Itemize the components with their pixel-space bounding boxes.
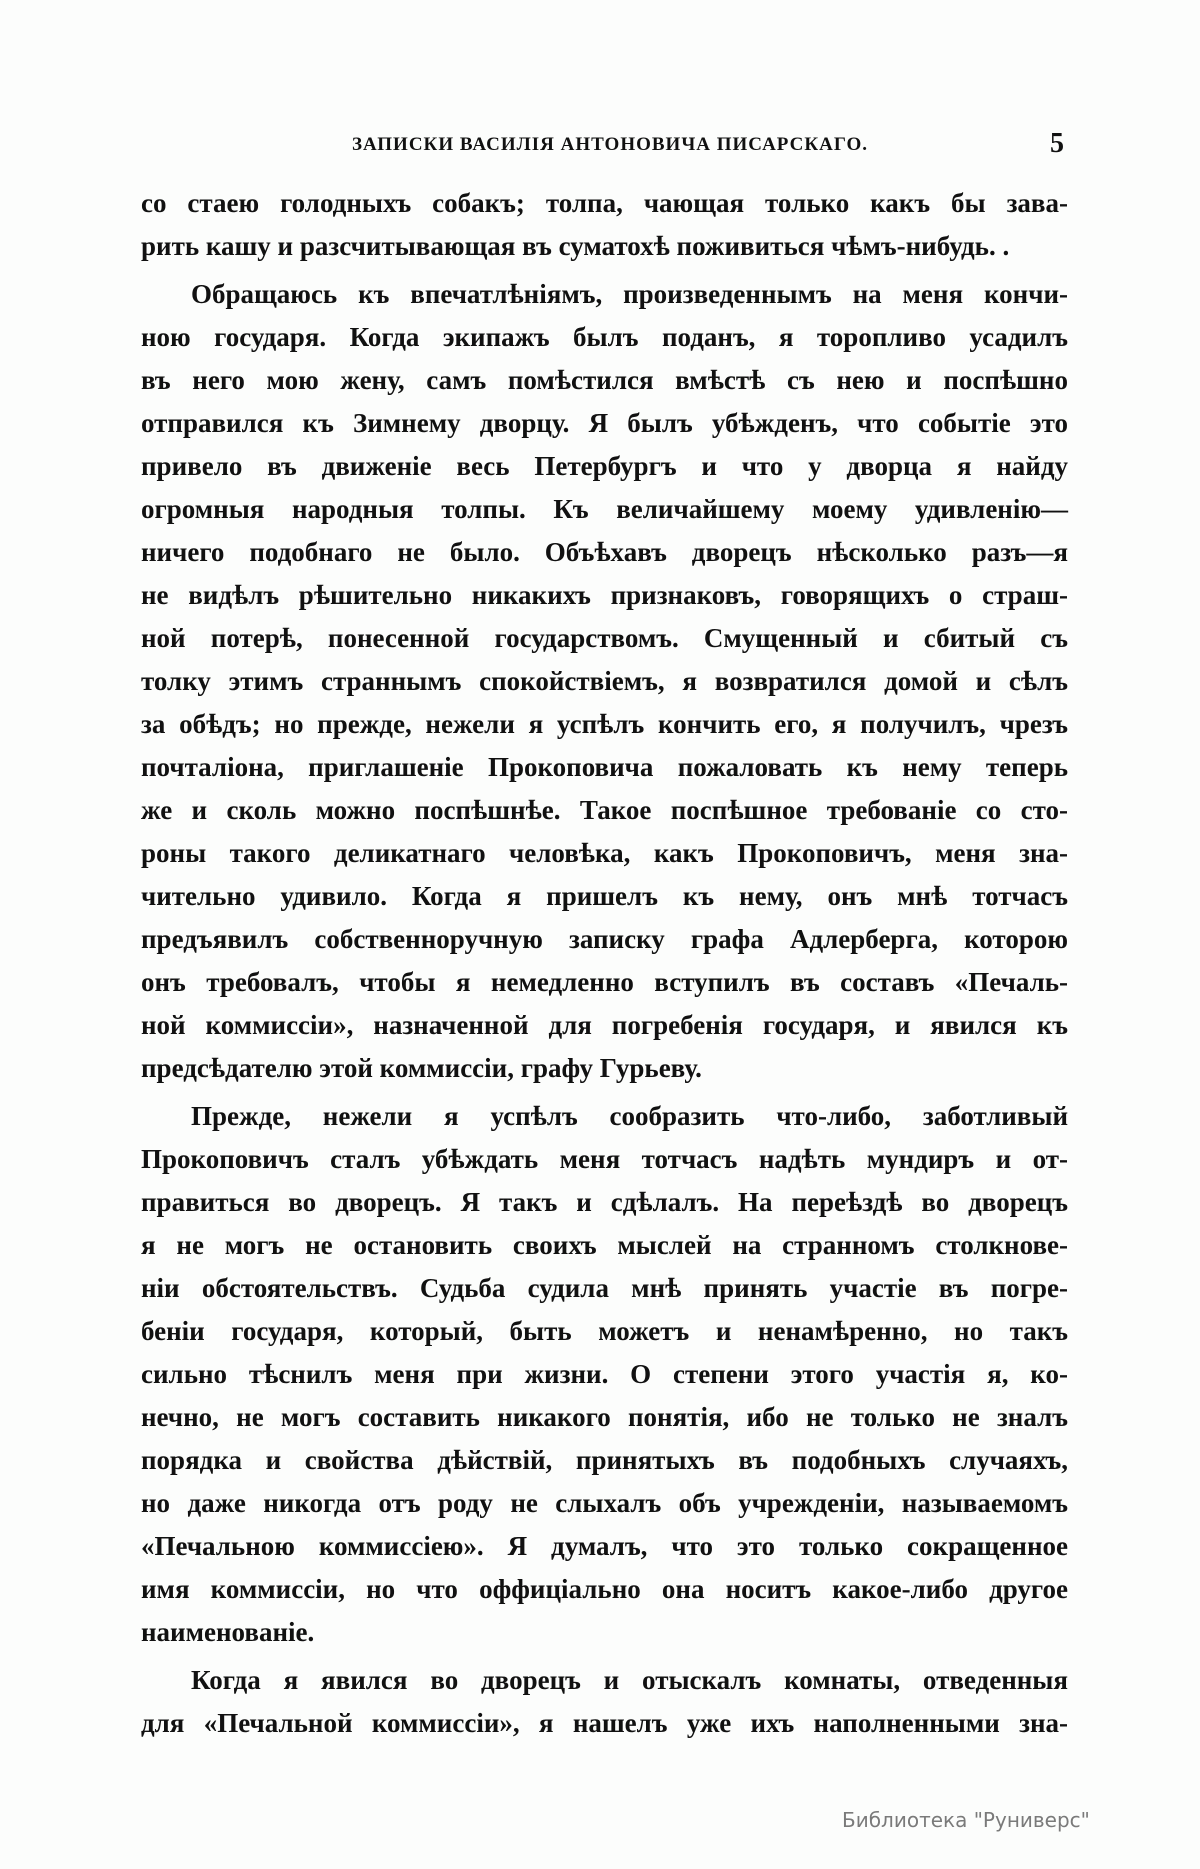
page-number: 5 (1050, 128, 1064, 159)
text-line: предсѣдателю этой коммиссіи, графу Гурьеву. (141, 1053, 702, 1083)
text-line: рить кашу и разсчитывающая въ суматохѣ поживиться чѣмъ-нибудь. . (141, 231, 1010, 261)
text-line: чительно удивило. Когда я пришелъ къ нему, онъ мнѣ тотчасъ (141, 881, 1068, 911)
text-line: же и сколь можно поспѣшнѣе. Такое поспѣшное требованіе со сто- (141, 795, 1068, 825)
running-title: ЗАПИСКИ ВАСИЛІЯ АНТОНОВИЧА ПИСАРСКАГО. (351, 134, 868, 155)
text-line: не видѣлъ рѣшительно никакихъ признаковъ, говорящихъ о страш- (141, 580, 1068, 610)
text-line: «Печальною коммиссіею». Я думалъ, что это только сокращенное (141, 1531, 1068, 1561)
text-line: для «Печальной коммиссіи», я нашелъ уже ихъ наполненными зна- (141, 1708, 1068, 1738)
text-line: онъ требовалъ, чтобы я немедленно вступилъ въ составъ «Печаль- (141, 967, 1068, 997)
text-line: въ него мою жену, самъ помѣстился вмѣстѣ съ нею и поспѣшно (141, 365, 1068, 395)
library-watermark: Библиотека "Руниверс" (842, 1808, 1090, 1832)
text-line: беніи государя, который, быть можетъ и ненамѣренно, но такъ (141, 1316, 1068, 1346)
body-text (141, 182, 1068, 1745)
text-line: нечно, не могъ составить никакого понятія, ибо не только не зналъ (141, 1402, 1068, 1432)
text-line: ничего подобнаго не было. Объѣхавъ дворецъ нѣсколько разъ—я (141, 537, 1068, 567)
text-line: почталіона, приглашеніе Прокоповича пожаловать къ нему теперь (141, 752, 1068, 782)
text-line: роны такого деликатнаго человѣка, какъ Прокоповичъ, меня зна- (141, 838, 1068, 868)
text-line: толку этимъ страннымъ спокойствіемъ, я возвратился домой и сѣлъ (141, 666, 1068, 696)
text-line: правиться во дворецъ. Я такъ и сдѣлалъ. На переѣздѣ во дворецъ (141, 1187, 1068, 1217)
text-line: порядка и свойства дѣйствій, принятыхъ въ подобныхъ случаяхъ, (141, 1445, 1068, 1475)
text-line: сильно тѣснилъ меня при жизни. О степени этого участія я, ко- (141, 1359, 1068, 1389)
text-line: наименованіе. (141, 1617, 315, 1647)
text-line: Когда я явился во дворецъ и отыскалъ комнаты, отведенныя (191, 1665, 1068, 1695)
text-line: привело въ движеніе весь Петербургъ и что у дворца я найду (141, 451, 1068, 481)
text-line: со стаею голодныхъ собакъ; толпа, чающая только какъ бы зава- (141, 188, 1068, 218)
text-line: за обѣдъ; но прежде, нежели я успѣлъ кончить его, я получилъ, чрезъ (141, 709, 1068, 739)
text-line: ною государя. Когда экипажъ былъ поданъ, я торопливо усадилъ (141, 322, 1068, 352)
text-line: ной коммиссіи», назначенной для погребенія государя, и явился къ (141, 1010, 1068, 1040)
text-line: Прежде, нежели я успѣлъ сообразить что-либо, заботливый (191, 1101, 1068, 1131)
text-line: отправился къ Зимнему дворцу. Я былъ убѣжденъ, что событіе это (141, 408, 1068, 438)
text-line: Прокоповичъ сталъ убѣждать меня тотчасъ надѣть мундиръ и от- (141, 1144, 1068, 1174)
text-line: ніи обстоятельствъ. Судьба судила мнѣ принять участіе въ погре- (141, 1273, 1068, 1303)
text-line: но даже никогда отъ роду не слыхалъ объ учрежденіи, называемомъ (141, 1488, 1068, 1518)
text-line: я не могъ не остановить своихъ мыслей на странномъ столкнове- (141, 1230, 1068, 1260)
text-line: имя коммиссіи, но что оффиціально она носитъ какое-либо другое (141, 1574, 1068, 1604)
text-line: ной потерѣ, понесенной государствомъ. Смущенный и сбитый съ (141, 623, 1068, 653)
text-line: огромныя народныя толпы. Къ величайшему моему удивленію— (141, 494, 1068, 524)
text-line: предъявилъ собственноручную записку графа Адлерберга, которою (141, 924, 1068, 954)
text-line: Обращаюсь къ впечатлѣніямъ, произведеннымъ на меня кончи- (191, 279, 1068, 309)
